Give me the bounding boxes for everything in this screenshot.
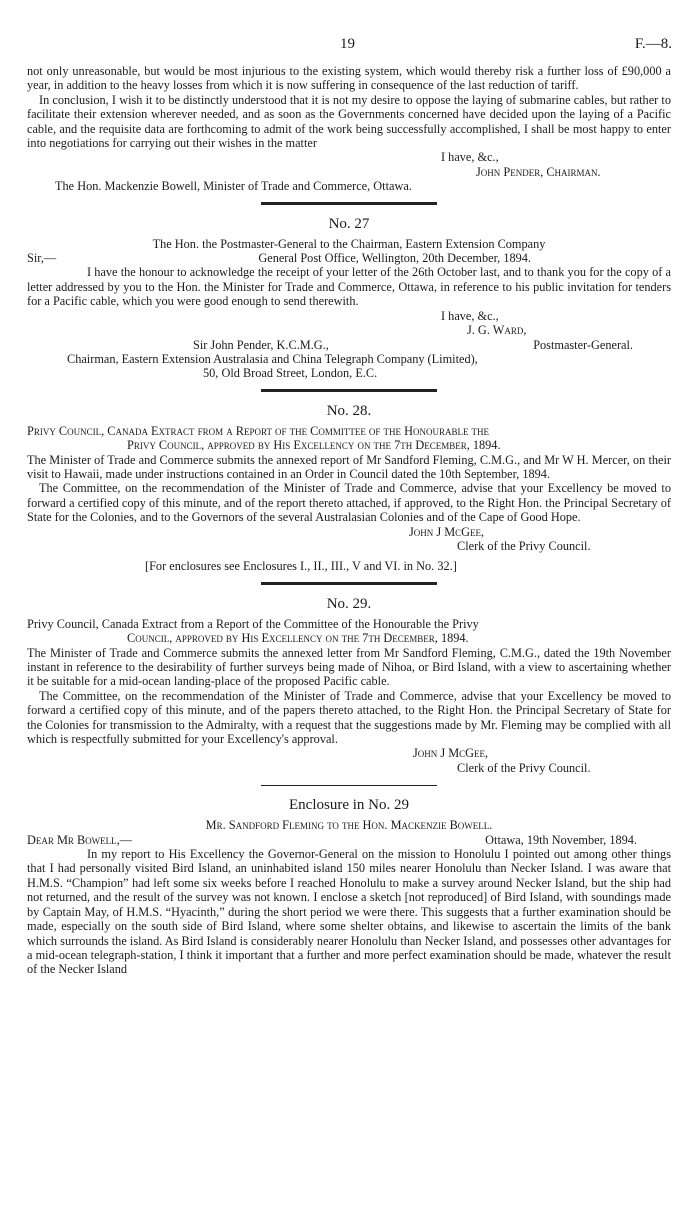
- recipient-line: [27, 338, 671, 352]
- paragraph: I have the honour to acknowledge the receipt of your letter of the 26th October last, and to thank you for the copy of a letter addressed by you to the Hon. the Minister for Trade and Commerce, Ottawa, in reference to his public invitation for tenders for a Pacific cable, which you were good enough to send therewith.: [27, 265, 671, 309]
- page-header: [0, 36, 700, 54]
- salutation: Sir,—: [27, 251, 57, 266]
- paragraph: not only unreasonable, but would be most injurious to the existing system, which would thereby risk a further loss of £90,000 a year, in addition to the heavy losses from which it is now suffering in consequence of the last reduction of tariff.: [27, 64, 671, 93]
- place-date: Ottawa, 19th November, 1894.: [485, 832, 637, 847]
- section-divider: [261, 785, 437, 786]
- salutation: Dear Mr Bowell,—: [27, 832, 133, 847]
- document-body: [27, 64, 671, 977]
- signature: John J McGee,: [409, 524, 485, 539]
- signature: John Pender, Chairman.: [476, 164, 601, 179]
- section-divider: [261, 202, 437, 205]
- paragraph: The Minister of Trade and Commerce submits the annexed letter from Mr Sandford Fleming, C.M.G., dated the 19th November instant in reference to the desirability of further surveys being made of Nihoa, or Bird Island, with a view to ascertaining whether it be suitable for a mid-ocean landing-place of the proposed Pacific cable.: [27, 645, 671, 689]
- recipient: Sir John Pender, K.C.M.G.,: [193, 337, 329, 352]
- address-line: 50, Old Broad Street, London, E.C.: [203, 366, 378, 381]
- enclosure-in-no-29: [27, 796, 671, 976]
- addressee: The Hon. Mackenzie Bowell, Minister of Trade and Commerce, Ottawa.: [55, 179, 412, 194]
- section-heading: No. 27: [328, 215, 370, 232]
- subject: Privy Council, Canada Extract from a Report of the Committee of the Honourable the Privy: [27, 616, 479, 631]
- document-no-28: [27, 402, 671, 574]
- paragraph: In conclusion, I wish it to be distinctly understood that it is not my desire to oppose the laying of submarine cables, but rather to facilitate their extension wherever needed, and as soon as the Governments concerned have decided upon the laying of a Pacific cable, and the requisite data are forthcoming to admit of the work being successfully accomplished, I shall be most happy to enter into negotiations for carrying out their wishes in the matter: [27, 92, 671, 151]
- section-heading: No. 28.: [326, 402, 372, 419]
- section-divider: [261, 389, 437, 392]
- document-no-29: [27, 595, 671, 775]
- section-heading: No. 29.: [326, 595, 372, 612]
- document-reference: F.—8.: [634, 36, 672, 52]
- section-divider: [261, 582, 437, 585]
- signer-title: Clerk of the Privy Council.: [457, 760, 591, 775]
- salutation-line: [27, 833, 671, 847]
- subject: The Hon. the Postmaster-General to the Chairman, Eastern Extension Company: [152, 236, 546, 251]
- page-number: 19: [340, 36, 355, 52]
- paragraph: The Committee, on the recommendation of the Minister of Trade and Commerce, advise that your Excellency be moved to forward a certified copy of this minute, and of the report thereto attached, if approved, to the Right Hon. the Principal Secretary of State for the Colonies, and to the Governors of the several Australasian Colonies and of the Cape of Good Hope.: [27, 481, 671, 525]
- signature: John J McGee,: [413, 746, 489, 761]
- paragraph: The Minister of Trade and Commerce submits the annexed report of Mr Sandford Fleming, C.M.G., and Mr W H. Mercer, on their visit to Hawaii, made under instructions contained in an Order in Council dated the 10th September, 1894.: [27, 452, 671, 481]
- paragraph: The Committee, on the recommendation of the Minister of Trade and Commerce, advise that your Excellency be moved to forward a certified copy of this minute, and of the papers thereto attached, to the Right Hon. the Principal Secretary of State for the Colonies for transmission to the Admiralty, with a request that the suggestions made by Mr. Fleming may be complied with all which is respectfully submitted for your Excellency's approval.: [27, 688, 671, 747]
- subject: Mr. Sandford Fleming to the Hon. Mackenzie Bowell.: [205, 818, 493, 833]
- signer-title: Clerk of the Privy Council.: [457, 538, 591, 553]
- subject: Privy Council, approved by His Excellency on the 7th December, 1894.: [127, 438, 501, 453]
- closing: I have, &c.,: [441, 308, 499, 323]
- closing: I have, &c.,: [441, 150, 499, 165]
- place-date: General Post Office, Wellington, 20th December, 1894.: [258, 251, 531, 266]
- subject: Council, approved by His Excellency on the 7th December, 1894.: [127, 631, 469, 646]
- document-no-27: [27, 215, 671, 381]
- paragraph: In my report to His Excellency the Governor-General on the mission to Honolulu I pointed out among other things that I had personally visited Bird Island, an uninhabited island 150 miles nearer Honolulu than Necker Island. I was aware that H.M.S. “Champion” had left some six weeks before I reached Honolulu to make a survey around Necker Island, but the ship had not returned, and the result of the survey was not known. I enclose a sketch [not reproduced] of Bird Island, with soundings made by Captain May, of H.M.S. “Hyacinth,” during the short period we were there. This suggests that a further examination should be made, especially on the south side of Bird Island, where some shelter obtains, and likewise to ascertain the limits of the bank which surrounds the island. As Bird Island is considerably nearer Honolulu than Necker Island, and possesses other advantages for a mid-ocean telegraph-station, I think it important that a further and more perfect examination should be made, whatever the result of the Necker Island: [27, 847, 671, 977]
- subject: Privy Council, Canada Extract from a Report of the Committee of the Honourable the: [27, 423, 490, 438]
- salutation-line: [27, 251, 671, 265]
- enclosure-note: [For enclosures see Enclosures I., II., III., V and VI. in No. 32.]: [145, 559, 457, 574]
- section-heading: Enclosure in No. 29: [289, 797, 409, 814]
- signature: J. G. Ward,: [467, 323, 527, 338]
- intro-letter-end: [27, 64, 671, 194]
- address-line: Chairman, Eastern Extension Australasia and China Telegraph Company (Limited),: [67, 351, 478, 366]
- signer-title: Postmaster-General.: [533, 337, 633, 352]
